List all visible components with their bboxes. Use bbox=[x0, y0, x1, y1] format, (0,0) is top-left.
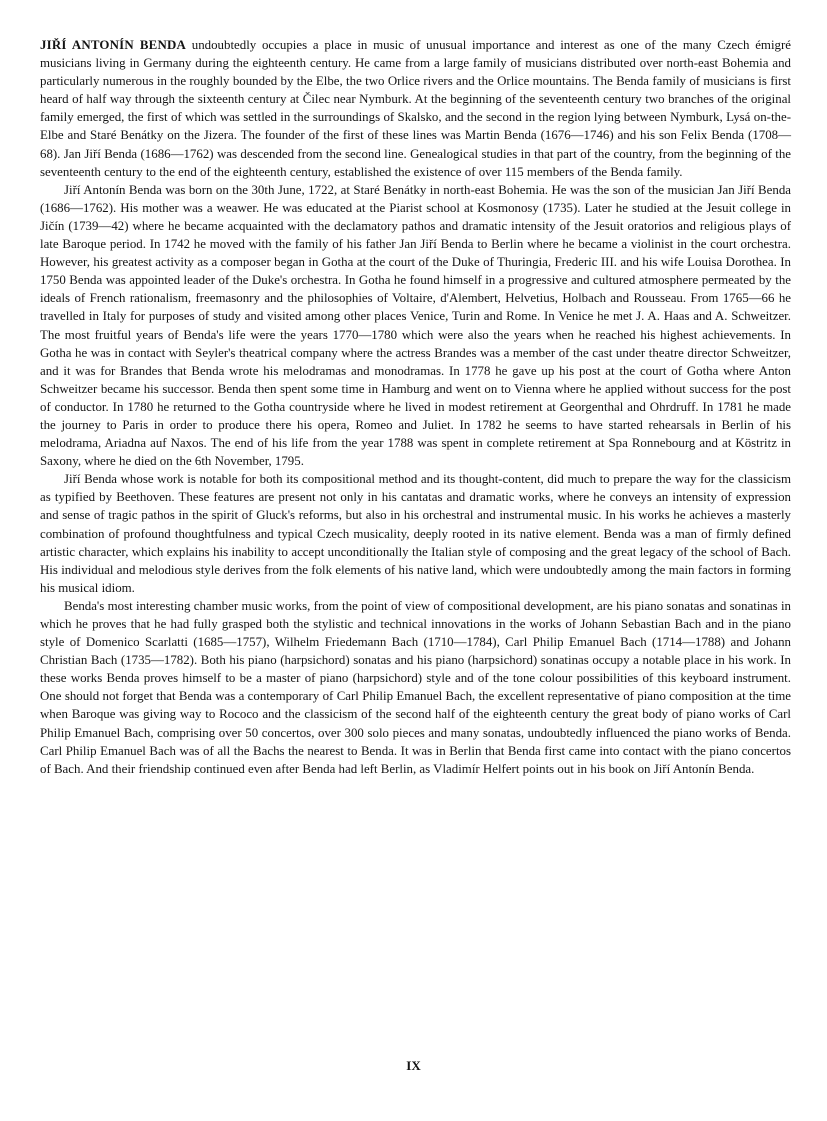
paragraph-2: Jiří Antonín Benda was born on the 30th June, 1722, at Staré Benátky in north-east Bohemia. He was the son of the musician Jan Jiří Benda (1686—1762). His mother was a weawer. He was educated at the Piarist school at Kosmonosy (1735). Later he studied at the Jesuit college in Jičín (1739—42) where he became acquainted with the declamatory pathos and dramatic intensity of the Jesuit oratorios and religious plays of late Baroque period. In 1742 he moved with the family of his father Jan Jiří Benda to Berlin where he became a violinist in the court orchestra. However, his greatest activity as a composer began in Gotha at the court of the Duke of Thuringia, Frederic III. and his wife Louisa Dorothea. In 1750 Benda was appointed leader of the Duke's orchestra. In Gotha he found himself in a progressive and cultured atmosphere permeated by the ideals of French rationalism, freemasonry and the philosophies of Voltaire, d'Alembert, Helvetius, Holbach and Rousseau. From 1765—66 he travelled in Italy for purposes of study and visited among other places Venice, Turin and Rome. In Venice he met J. A. Haas and A. Schweitzer. The most fruitful years of Benda's life were the years 1770—1780 which were also the years when he reached his highest achievements. In Gotha he was in contact with Seyler's theatrical company where the actress Brandes was a member of the cast under theatre director Schweitzer, and it was for Brandes that Benda wrote his melodramas and monodramas. In 1778 he gave up his post at the court of Gotha where Anton Schweitzer became his successor. Benda then spent some time in Hamburg and went on to Vienna where he applied without success for the post of conductor. In 1780 he returned to the Gotha countryside where he lived in modest retirement at Georgenthal and Ohrdruff. In 1781 he made the journey to Paris in order to produce there his opera, Romeo and Juliet. In 1782 he seems to have started rehearsals in Berlin of his melodrama, Ariadna auf Naxos. The end of his life from the year 1788 was spent in complete retirement at Spa Ronnebourg and at Köstritz in Saxony, where he died on the 6th November, 1795. bbox=[40, 182, 791, 469]
paragraph-3: Jiří Benda whose work is notable for both its compositional method and its thought-content, did much to prepare the way for the classicism as typified by Beethoven. These features are present not only in his cantatas and dramatic works, where he conveys an intensity of expression and sense of tragic pathos in the spirit of Gluck's reforms, but also in his orchestral and instrumental music. In his works he achieves a masterly combination of profound thoughtfulness and typical Czech musicality, deeply rooted in its native element. Benda was a man of firmly defined artistic character, which explains his inability to accept unconditionally the Italian style of composing and the great legacy of the school of Bach. His individual and melodious style derives from the folk elements of his native land, which were undoubtedly among the main factors in forming his musical idiom. bbox=[40, 472, 791, 595]
article-body bbox=[40, 36, 791, 778]
paragraph-1-text: undoubtedly occupies a place in music of unusual importance and interest as one of the many Czech émigré musicians living in Germany during the eighteenth century. He came from a large family of musicians distributed over north-east Bohemia and particularly numerous in the roughly bounded by the Elbe, the two Orlice rivers and the Orlice mountains. The Benda family of musicians is first heard of half way through the sixteenth century at Čilec near Nymburk. At the beginning of the seventeenth century two branches of the original family emerged, the first of which was settled in the surroundings of Skalsko, and the second in the region lying between Nymburk, Lysá on-the-Elbe and Staré Benátky on the Jizera. The founder of the first of these lines was Martin Benda (1676—1746) and his son Felix Benda (1708—68). Jan Jiří Benda (1686—1762) was descended from the second line. Genealogical studies in that part of the country, from the beginning of the seventeenth century to the end of the eighteenth century, established the existence of over 115 members of the Benda family. bbox=[40, 38, 792, 179]
paragraph-4: Benda's most interesting chamber music works, from the point of view of compositional development, are his piano sonatas and sonatinas in which he proves that he had fully grasped both the stylistic and technical innovations in the works of Johann Sebastian Bach and in the piano style of Domenico Scarlatti (1685—1757), Wilhelm Friedemann Bach (1710—1784), Carl Philip Emanuel Bach (1714—1788) and Johann Christian Bach (1735—1782). Both his piano (harpsichord) sonatas and his piano (harpsichord) sonatinas occupy a notable place in his work. In these works Benda proves himself to be a master of piano (harpsichord) style and of the tone colour possibilities of this keyboard instrument. One should not forget that Benda was a contemporary of Carl Philip Emanuel Bach, the excellent representative of piano composition at the time when Baroque was giving way to Rococo and the classicism of the second half of the eighteenth century the great body of piano works of Carl Philip Emanuel Bach, comprising over 50 concertos, over 300 solo pieces and many sonatas, undoubtedly influenced the piano works of Benda. Carl Philip Emanuel Bach was of all the Bachs the nearest to Benda. It was in Berlin that Benda first came into contact with the piano concertos of Bach. And their friendship continued even after Benda had left Berlin, as Vladimír Helfert points out in his book on Jiří Antonín Benda. bbox=[40, 598, 791, 776]
paragraph-1 bbox=[40, 36, 791, 181]
lead-name: JIŘÍ ANTONÍN BENDA bbox=[40, 38, 186, 52]
page-number: IX bbox=[406, 1058, 421, 1073]
